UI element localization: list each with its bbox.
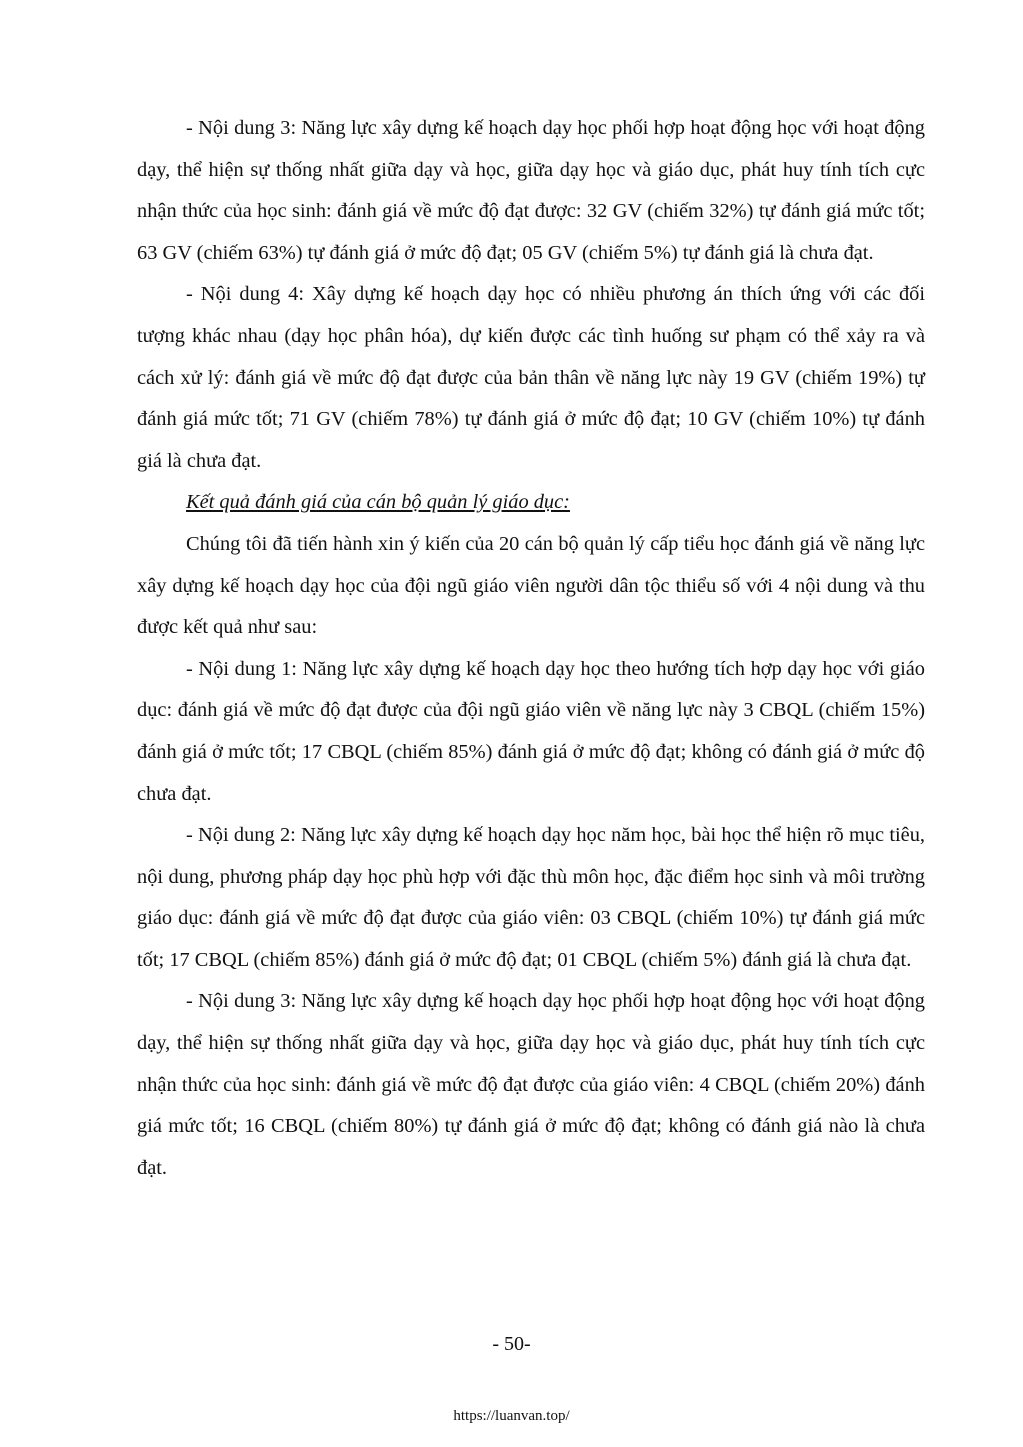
paragraph-content-2-manager: - Nội dung 2: Năng lực xây dựng kế hoạch dạy học năm học, bài học thể hiện rõ mục tiêu, nội dung, phương pháp dạy học phù hợp với đặc thù môn học, đặc điểm học sinh và môi trường giáo dục: đánh giá về mức độ đạt được của giáo viên: 03 CBQL (chiếm 10%) tự đánh giá mức tốt; 17 CBQL (chiếm 85%) đánh giá ở mức độ đạt; 01 CBQL (chiếm 5%) đánh giá là chưa đạt. <box>137 824 925 971</box>
paragraph-survey-intro: Chúng tôi đã tiến hành xin ý kiến của 20 cán bộ quản lý cấp tiểu học đánh giá về năng lực xây dựng kế hoạch dạy học của đội ngũ giáo viên người dân tộc thiểu số với 4 nội dung và thu được kết quả như sau: <box>137 532 925 639</box>
footer-url: https://luanvan.top/ <box>453 1408 570 1424</box>
paragraph-content-4-teacher: - Nội dung 4: Xây dựng kế hoạch dạy học có nhiều phương án thích ứng với các đối tượng khác nhau (dạy học phân hóa), dự kiến được các tình huống sư phạm có thể xảy ra và cách xử lý: đánh giá về mức độ đạt được của bản thân về năng lực này 19 GV (chiếm 19%) tự đánh giá mức tốt; 71 GV (chiếm 78%) tự đánh giá ở mức độ đạt; 10 GV (chiếm 10%) tự đánh giá là chưa đạt. <box>137 283 925 472</box>
section-heading <box>137 482 925 524</box>
paragraph-content-1-manager: - Nội dung 1: Năng lực xây dựng kế hoạch dạy học theo hướng tích hợp dạy học với giáo dục: đánh giá về mức độ đạt được của đội ngũ giáo viên về năng lực này 3 CBQL (chiếm 15%) đánh giá ở mức tốt; 17 CBQL (chiếm 85%) đánh giá ở mức độ đạt; không có đánh giá ở mức độ chưa đạt. <box>137 657 925 805</box>
paragraph-content-3-teacher: - Nội dung 3: Năng lực xây dựng kế hoạch dạy học phối hợp hoạt động học với hoạt động dạy, thể hiện sự thống nhất giữa dạy và học, giữa dạy học và giáo dục, phát huy tính tích cực nhận thức của học sinh: đánh giá về mức độ đạt được: 32 GV (chiếm 32%) tự đánh giá mức tốt; 63 GV (chiếm 63%) tự đánh giá ở mức độ đạt; 05 GV (chiếm 5%) tự đánh giá là chưa đạt. <box>137 117 925 264</box>
page-number: - 50- <box>492 1333 531 1355</box>
section-heading-text: Kết quả đánh giá của cán bộ quản lý giáo dục: <box>186 491 570 514</box>
document-body <box>137 108 925 1189</box>
paragraph-content-3-manager: - Nội dung 3: Năng lực xây dựng kế hoạch dạy học phối hợp hoạt động học với hoạt động dạy, thể hiện sự thống nhất giữa dạy và học, giữa dạy học và giáo dục, phát huy tính tích cực nhận thức của học sinh: đánh giá về mức độ đạt được của giáo viên: 4 CBQL (chiếm 20%) đánh giá mức tốt; 16 CBQL (chiếm 80%) tự đánh giá ở mức độ đạt; không có đánh giá nào là chưa đạt. <box>137 990 925 1179</box>
